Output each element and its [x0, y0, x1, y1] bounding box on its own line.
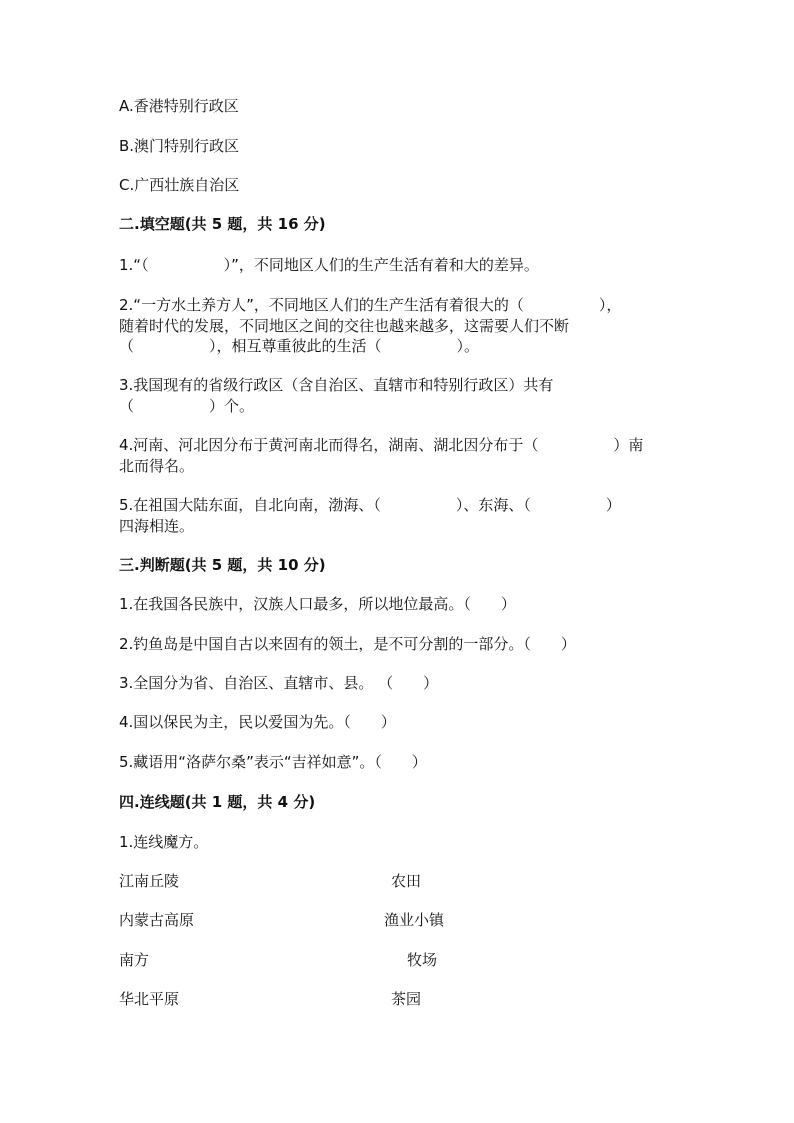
match-left-item: 华北平原 — [119, 990, 180, 1008]
fill-q5-line1: 5.在祖国大陆东面，自北向南，渤海、（ ）、东海、（ ） — [119, 496, 621, 514]
section-2-title: 二.填空题(共 5 题，共 16 分) — [119, 215, 326, 233]
fill-q3-line1: 3.我国现有的省级行政区（含自治区、直辖市和特别行政区）共有 — [119, 376, 554, 394]
fill-q1-line1: 1.“（ ）”，不同地区人们的生产生活有着和大的差异。 — [119, 256, 539, 274]
match-left-item: 南方 — [119, 951, 150, 969]
fill-q3-line2: （ ）个。 — [119, 397, 255, 415]
section-3-title: 三.判断题(共 5 题，共 10 分) — [119, 556, 326, 574]
judge-q4: 4.国以保民为主，民以爱国为先。（ ） — [119, 713, 396, 731]
judge-q3: 3.全国分为省、自治区、直辖市、县。 （ ） — [119, 674, 439, 692]
choice-c: C.广西壮族自治区 — [119, 176, 240, 194]
match-right-item: 农田 — [391, 872, 422, 890]
fill-q2-line1: 2.“一方水土养方人”，不同地区人们的生产生活有着很大的（ ）， — [119, 296, 622, 314]
section-4-title: 四.连线题(共 1 题，共 4 分) — [119, 793, 316, 811]
match-right-item: 渔业小镇 — [384, 911, 445, 929]
judge-q2: 2.钓鱼岛是中国自古以来固有的领土，是不可分割的一部分。（ ） — [119, 635, 576, 653]
match-left-item: 内蒙古高原 — [119, 911, 195, 929]
match-question: 1.连线魔方。 — [119, 833, 209, 851]
fill-q5-line2: 四海相连。 — [119, 517, 195, 535]
fill-q4-line1: 4.河南、河北因分布于黄河南北而得名，湖南、湖北因分布于（ ）南 — [119, 436, 644, 454]
match-left-item: 江南丘陵 — [119, 872, 180, 890]
match-right-item: 牧场 — [407, 951, 438, 969]
match-right-item: 茶园 — [391, 990, 422, 1008]
fill-q2-line3: （ ），相互尊重彼此的生活（ ）。 — [119, 337, 480, 355]
fill-q2-line2: 随着时代的发展，不同地区之间的交往也越来越多，这需要人们不断 — [119, 317, 570, 335]
fill-q4-line2: 北而得名。 — [119, 457, 195, 475]
judge-q1: 1.在我国各民族中，汉族人口最多，所以地位最高。（ ） — [119, 595, 516, 613]
choice-b: B.澳门特别行政区 — [119, 137, 240, 155]
choice-a: A.香港特别行政区 — [119, 97, 239, 115]
judge-q5: 5.藏语用“洛萨尔桑”表示“吉祥如意”。（ ） — [119, 753, 427, 771]
